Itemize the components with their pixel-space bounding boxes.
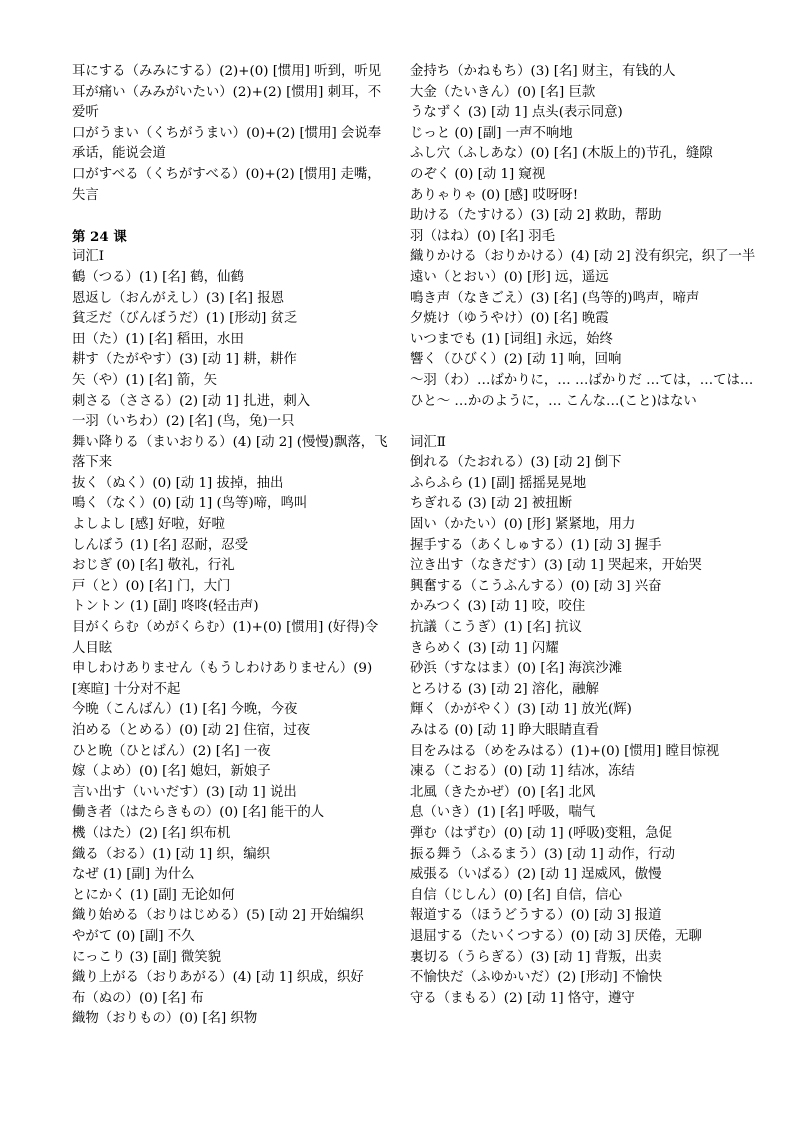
vocab-entry: 鳴く（なく）(0) [动 1] (鸟等)啼，鸣叫 [72,496,308,512]
vocab-entry: 抜く（ぬく）(0) [动 1] 拔掉，抽出 [72,475,284,491]
vocab-entry: やがて (0) [副] 不久 [72,928,195,944]
vocab-entry: 一羽（いちわ）(2) [名] (鸟，兔)一只 [72,414,295,430]
spacer [72,206,390,227]
vocab-entry: 泊める（とめる）(0) [动 2] 住宿，过夜 [72,723,311,738]
vocab-entry: 耕す（たがやす）(3) [动 1] 耕，耕作 [72,352,297,368]
vocab-entry: 働き者（はたらきもの）(0) [名] 能干的人 [72,805,325,821]
vocab-entry: 凍る（こおる）(0) [动 1] 结冰，冻结 [410,764,635,780]
vocab-entry: 田（た）(1) [名] 稻田，水田 [72,331,244,347]
vocab-entry: 威張る（いばる）(2) [动 1] 逞威风，傲慢 [410,867,662,883]
vocab-entry: 息（いき）(1) [名] 呼吸，喘气 [410,805,596,821]
vocab-entry: 言い出す（いいだす）(3) [动 1] 说出 [72,784,297,800]
vocab-entry: 織りかける（おりかける）(4) [动 2] 没有织完，织了一半 [410,249,756,265]
vocab-entry: 報道する（ほうどうする）(0) [动 3] 报道 [410,908,662,924]
vocab-entry: 嫁（よめ）(0) [名] 媳妇，新娘子 [72,764,271,780]
vocab-entry: 目がくらむ（めがくらむ）(1)+(0) [惯用] (好得)令人目眩 [72,620,379,656]
vocab-entry: 織り始める（おりはじめる）(5) [动 2] 开始编织 [72,908,364,924]
vocab-entry: ふらふら (1) [副] 摇摇晃晃地 [410,475,587,491]
vocab-entry: 弾む（はずむ）(0) [动 1] (呼吸)变粗，急促 [410,825,673,841]
vocab-entry: 大金（たいきん）(0) [名] 巨款 [410,84,596,100]
vocab-entry: ～羽（わ）…ばかりに，… …ばかりだ …ては，…ては… [410,372,754,388]
vocab-entry: 口がすべる（くちがすべる）(0)+(2) [惯用] 走嘴，失言 [72,166,381,203]
vocab-entry: ちぎれる (3) [动 2] 被扭断 [410,496,573,512]
vocab-entry: 耳が痛い（みみがいたい）(2)+(2) [惯用] 刺耳，不爱听 [72,84,382,121]
vocab-entry: ひと晩（ひとばん）(2) [名] 一夜 [72,743,271,759]
vocab-entry: みはる (0) [动 1] 睁大眼睛直看 [410,723,599,738]
vocab-entry: 金持ち（かねもち）(3) [名] 财主，有钱的人 [410,64,676,79]
vocab-entry: いつまでも (1) [词组] 永远，始终 [410,331,613,347]
vocab-entry: 砂浜（すなはま）(0) [名] 海滨沙滩 [410,661,623,677]
vocab-entry: 舞い降りる（まいおりる）(4) [动 2] (慢慢)飘落，飞落下来 [72,434,388,471]
vocab-entry: 羽（はね）(0) [名] 羽毛 [410,228,556,244]
vocab-entry: 貧乏だ（びんぼうだ）(1) [形动] 贫乏 [72,311,298,327]
vocab-entry: 興奮する（こうふんする）(0) [动 3] 兴奋 [410,578,662,594]
vocab-entry: 織り上がる（おりあがる）(4) [动 1] 织成，织好 [72,970,364,986]
vocab-entry: ありゃりゃ (0) [感] 哎呀呀! [410,187,579,203]
right-column [410,62,760,1009]
lesson-heading: 第 24 课 [72,228,127,245]
vocab-entry: きらめく (3) [动 1] 闪耀 [410,640,559,656]
vocab-entry: 遠い（とおい）(0) [形] 远，遥远 [410,269,609,285]
vocab-entry: 倒れる（たおれる）(3) [动 2] 倒下 [410,455,622,471]
vocab-entry: 耳にする（みみにする）(2)+(0) [惯用] 听到，听见 [72,64,382,79]
vocab-entry: にっこり (3) [副] 微笑貌 [72,949,222,965]
vocab-entry: 助ける（たすける）(3) [动 2] 救助，帮助 [410,208,662,224]
vocab-entry: よしよし [感] 好啦，好啦 [72,517,225,533]
vocab-entry: 抗議（こうぎ）(1) [名] 抗议 [410,620,582,636]
vocab-entry: 鳴き声（なきごえ）(3) [名] (鸟等的)鸣声，啼声 [410,290,700,306]
vocab-entry: 口がうまい（くちがうまい）(0)+(2) [惯用] 会说奉承话，能说会道 [72,125,382,162]
vocab-entry: 泣き出す（なきだす）(3) [动 1] 哭起来，开始哭 [410,558,702,574]
vocab-entry: 目をみはる（めをみはる）(1)+(0) [惯用] 瞠目惊视 [410,743,720,759]
vocab-entry: 鶴（つる）(1) [名] 鹤，仙鹤 [72,269,244,285]
vocab-entry: 守る（まもる）(2) [动 1] 恪守，遵守 [410,990,635,1006]
vocab-entry: なぜ (1) [副] 为什么 [72,867,195,883]
vocab-entry: 今晩（こんばん）(1) [名] 今晚，今夜 [72,702,298,718]
vocab-entry: 機（はた）(2) [名] 织布机 [72,825,231,841]
vocab-entry: とろける (3) [动 2] 溶化，融解 [410,681,599,697]
section-heading: 词汇Ⅰ [72,249,105,265]
vocab-entry: 布（ぬの）(0) [名] 布 [72,990,204,1006]
section-heading: 词汇Ⅱ [410,434,446,450]
left-column [72,62,390,1030]
vocab-entry: 矢（や）(1) [名] 箭，矢 [72,372,218,388]
vocab-entry: 固い（かたい）(0) [形] 紧紧地，用力 [410,517,636,533]
vocab-entry: ふし穴（ふしあな）(0) [名] (木版上的)节孔，缝隙 [410,146,713,162]
vocab-entry: うなずく (3) [动 1] 点头(表示同意) [410,105,623,121]
vocab-entry: じっと (0) [副] 一声不响地 [410,125,573,141]
vocab-entry: かみつく (3) [动 1] 咬，咬住 [410,599,586,615]
vocab-entry: 恩返し（おんがえし）(3) [名] 报恩 [72,290,285,306]
vocab-entry: しんぼう (1) [名] 忍耐，忍受 [72,537,249,553]
vocab-entry: 振る舞う（ふるまう）(3) [动 1] 动作，行动 [410,846,675,862]
vocab-entry: 織る（おる）(1) [动 1] 织，编织 [72,846,271,862]
vocab-entry: 退屈する（たいくつする）(0) [动 3] 厌倦，无聊 [410,928,702,944]
vocab-entry: 刺さる（ささる）(2) [动 1] 扎进，刺入 [72,393,311,409]
vocab-entry: 輝く（かがやく）(3) [动 1] 放光(辉) [410,702,632,718]
vocab-entry: とにかく (1) [副] 无论如何 [72,887,235,903]
vocab-entry: 裏切る（うらぎる）(3) [动 1] 背叛，出卖 [410,949,662,965]
vocab-entry: 織物（おりもの）(0) [名] 织物 [72,1011,258,1027]
vocab-entry: 夕焼け（ゆうやけ）(0) [名] 晚霞 [410,311,609,327]
vocab-entry: 自信（じしん）(0) [名] 自信，信心 [410,887,623,903]
vocab-entry: おじぎ (0) [名] 敬礼，行礼 [72,558,235,574]
vocab-entry: のぞく (0) [动 1] 窥视 [410,166,546,182]
vocab-entry: 戸（と）(0) [名] 门，大门 [72,578,231,594]
vocab-entry: 申しわけありません（もうしわけありません）(9) [寒暄] 十分对不起 [72,661,373,697]
vocab-entry: 響く（ひびく）(2) [动 1] 响，回响 [410,352,622,368]
vocab-entry: トントン (1) [副] 咚咚(轻击声) [72,599,259,615]
vocab-entry: 握手する（あくしゅする）(1) [动 3] 握手 [410,537,662,553]
vocab-entry: 北風（きたかぜ）(0) [名] 北风 [410,784,596,800]
vocab-entry: 不愉快だ（ふゆかいだ）(2) [形动] 不愉快 [410,970,663,986]
spacer [410,412,760,433]
vocab-entry: ひと～ …かのように，… こんな…(こと)はない [410,393,697,409]
